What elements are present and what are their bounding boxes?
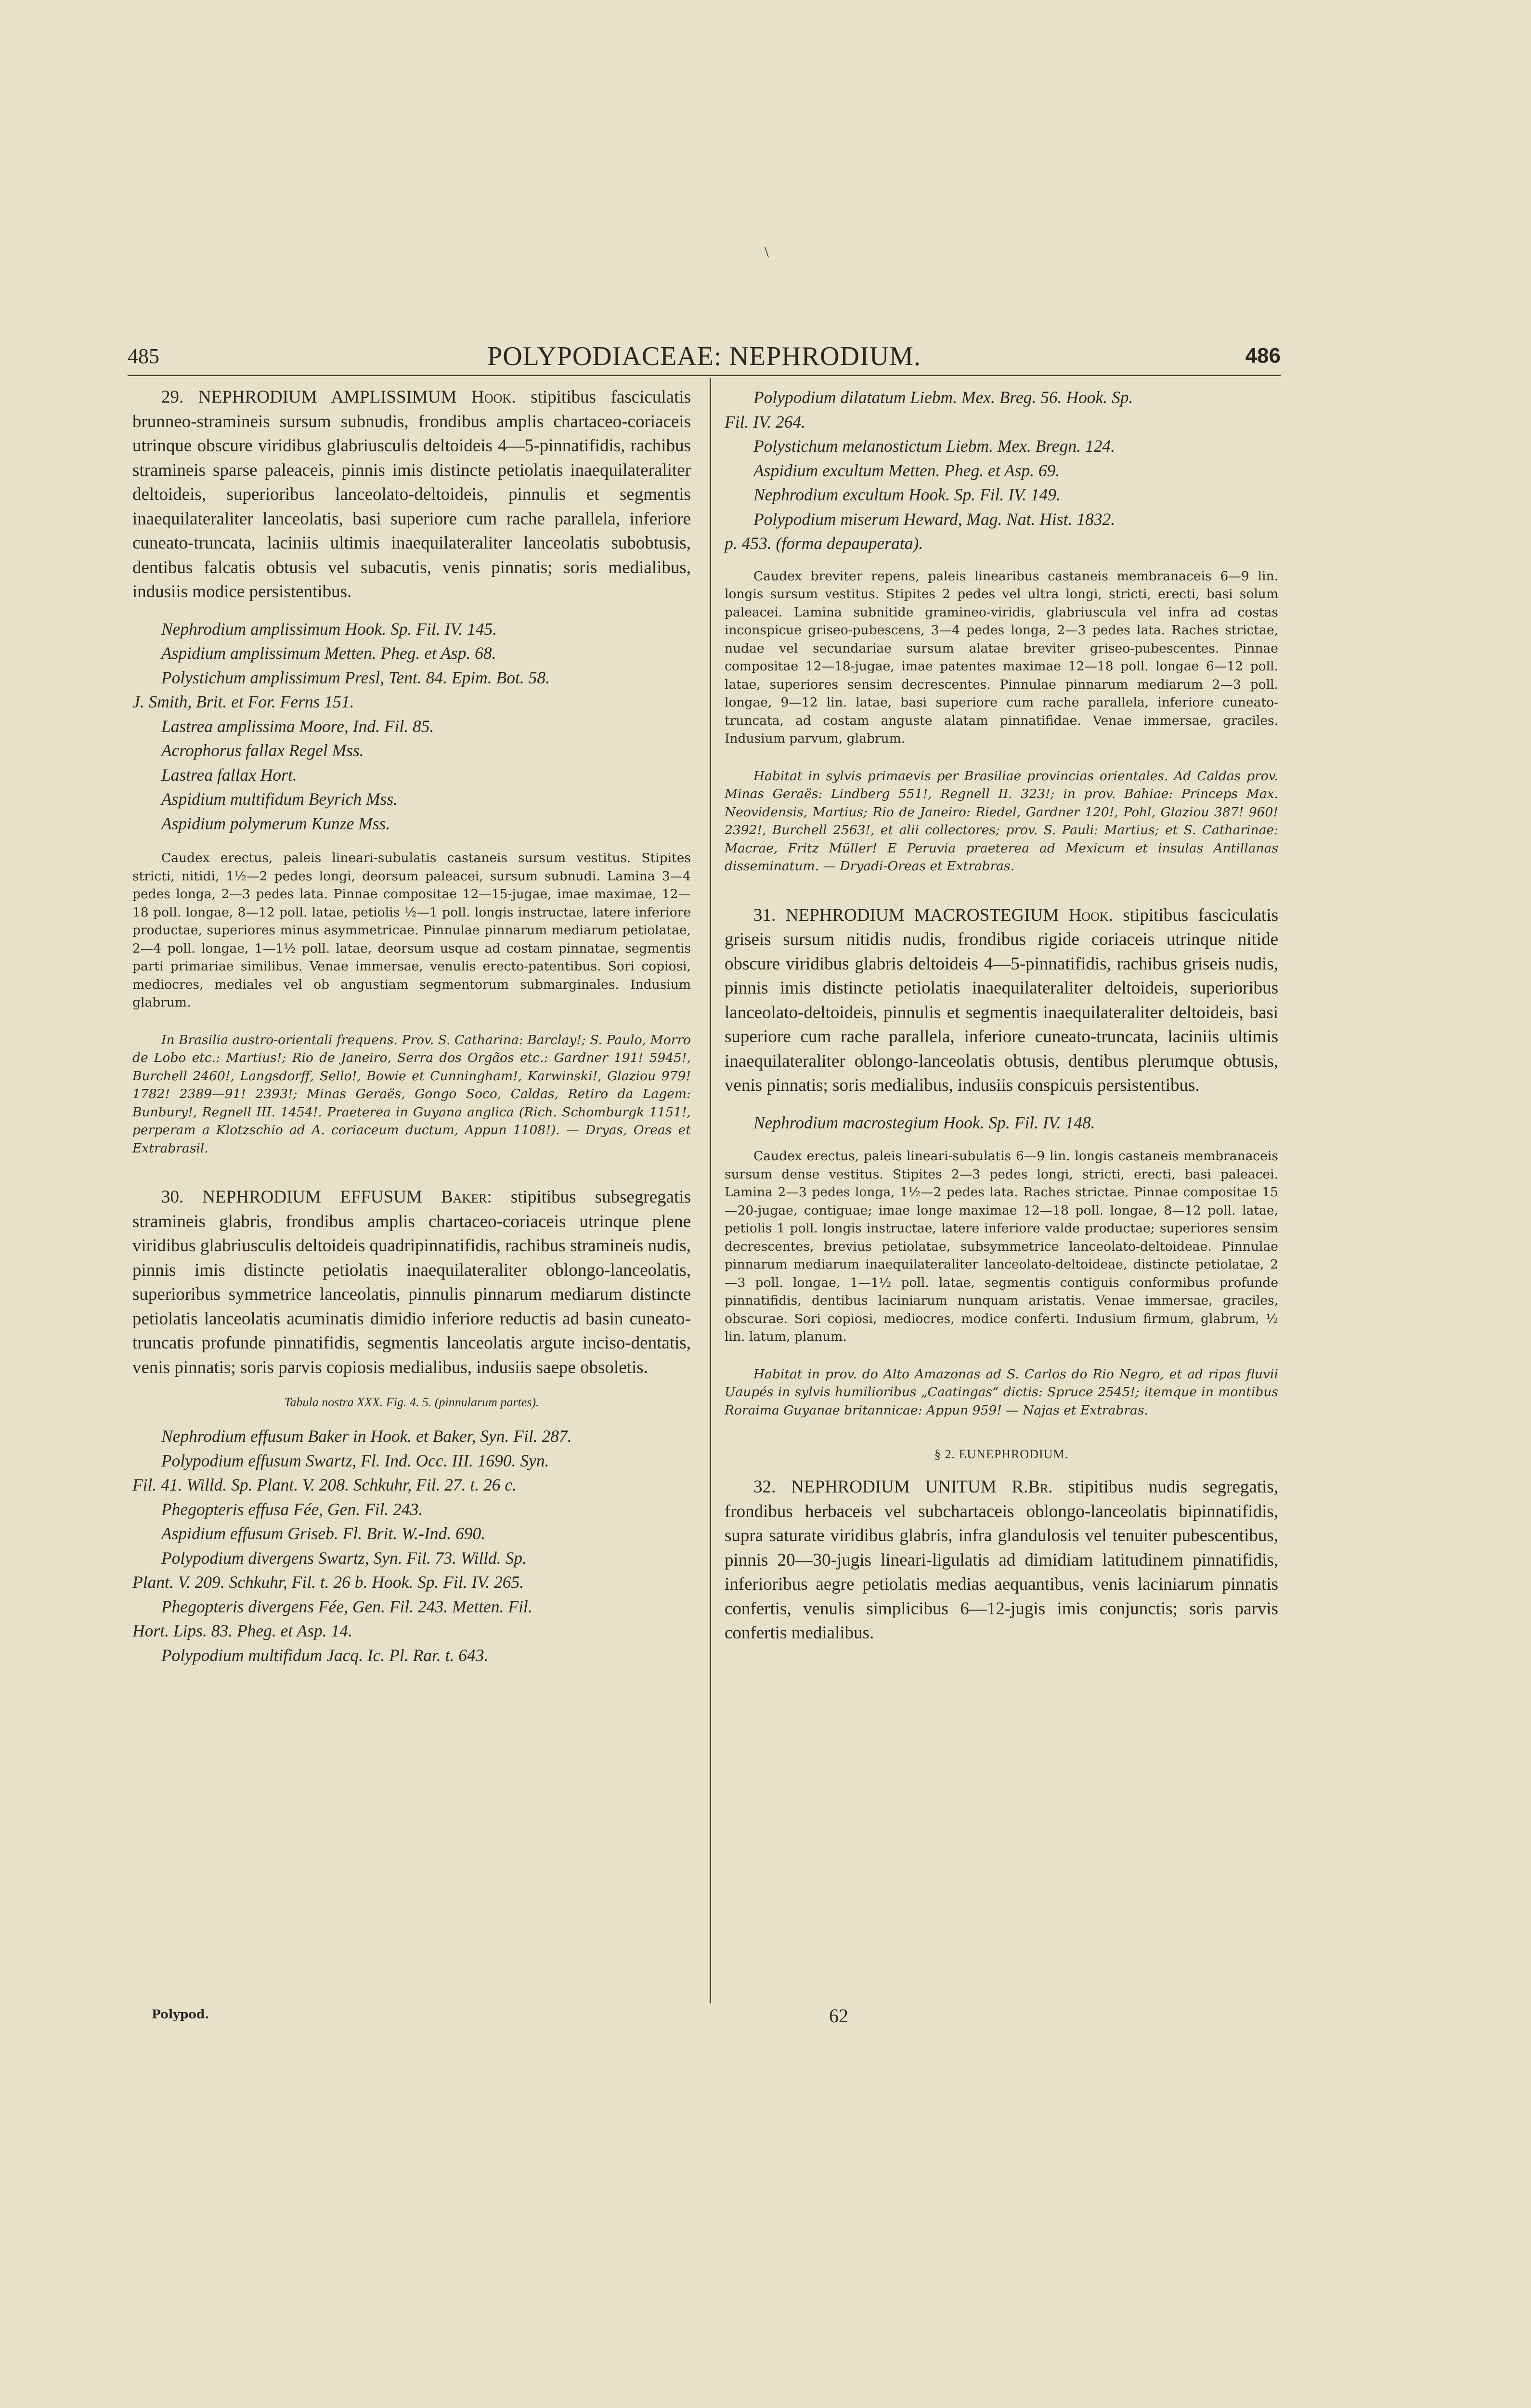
synonym: Nephrodium excultum Hook. Sp. Fil. IV. 149. [753,485,1061,504]
species-name: NEPHRODIUM UNITUM [791,1477,997,1497]
entry-number: 32. [753,1477,776,1497]
synonym: Fil. IV. 264. [725,412,805,432]
synonym: Lastrea amplissima Moore, Ind. Fil. 85. [161,716,434,736]
synonym: Polypodium effusum Swartz, Fl. Ind. Occ. III. 1690. Syn. [161,1451,549,1470]
synonym: Polypodium dilatatum Liebm. Mex. Breg. 56. Hook. Sp. [753,388,1133,407]
species-name: NEPHRODIUM EFFUSUM [202,1187,422,1207]
column-divider [710,378,711,2003]
entry-30-habitat: Habitat in sylvis primaevis per Brasiliae provincias orientales. Ad Caldas prov. Minas Geraës: Lindberg 551!, Regnell II. 323!; in prov. Bahiae: Princeps Max. Neovidensis, Martius; Rio de Janeiro: Riedel, Gardner 120!, Pohl, Glaziou 387! 960! 2392!, Burchell 2563!, et alii collectores; prov. S. Pauli: Martius; et S. Catharinae: Macrae, Fritz Müller! E Peruvia praeterea ad Mexicum et insulas Antillanas disseminatum. — Dryadi-Oreas et Extrabras. [725,768,1278,874]
diagnosis-text: stipitibus nudis segregatis, frondibus herbaceis vel subchartaceis oblongo-lanceolatis bipinnatifidis, supra saturate viridibus glabris, infra glandulosis vel tenuiter pubescentibus, pinnis 20—30-jugis lineari-ligulatis ad dimidiam latitudinem pinnatifidis, inferioribus aegre petiolatis medias aequantibus, venis laciniarum pinnatis confertis, venulis simplicibus 6—12-jugis imis conjunctis; soris parvis confertis medialibus. [725,1477,1279,1643]
synonym: Aspidium effusum Griseb. Fl. Brit. W.-Ind. 690. [161,1524,486,1543]
entry-29-habitat: In Brasilia austro-orientali frequens. Prov. S. Catharina: Barclay!; S. Paulo, Morro de Lobo etc.: Martius!; Rio de Janeiro, Serra dos Orgãos etc.: Gardner 191! 5945!, Burchell 2460!, Langsdorff, Sello!, Bowie et Cunningham!, Karwinski!, Glaziou 979! 1782! 2389—91! 2393!; Minas Geraës, Gongo Soco, Caldas, Retiro da Lagem: Bunbury!, Regnell III. 1454!. Praeterea in Guyana anglica (Rich. Schomburgk 1151!, perperam a Klotzschio ad A. coriaceum ductum, Appun 1108!). — Dryas, Oreas et Extrabrasil. [132,1032,691,1156]
entry-31-diagnosis [725,903,1278,1098]
section-heading: § 2. EUNEPHRODIUM. [934,1447,1068,1461]
entry-30-synonyms-cont [725,385,1278,556]
synonym: Hort. Lips. 83. Pheg. et Asp. 14. [132,1621,352,1640]
synonym: Acrophorus fallax Regel Mss. [161,741,364,760]
author: Baker: [441,1187,492,1207]
entry-number: 31. [753,905,776,925]
stray-mark: \ [765,243,769,261]
synonym: Nephrodium amplissimum Hook. Sp. Fil. IV. 145. [161,619,497,639]
entry-31-synonyms [725,1111,1278,1135]
right-column [725,385,1278,1646]
author: Hook. [1068,905,1113,925]
diagnosis-text: stipitibus fasciculatis brunneo-stramineis sursum subnudis, frondibus amplis chartaceo-coriaceis utrinque obscure viridibus glabriusculis deltoideis 4—5-pinnatifidis, rachibus stramineis sparse paleaceis, pinnis imis distincte petiolatis inaequilateraliter deltoideis, superioribus lanceolato-deltoideis, pinnulis et segmentis inaequilateraliter lanceolatis, basi superiore cum rache parallela, inferiore cuneato-truncata, laciniis ultimis inaequilateraliter lanceolatis subobtusis, dentibus falcatis obtusis vel subacutis, venis pinnatis; soris medialibus, indusiis modice persistentibus. [132,387,691,602]
entry-29-diagnosis [132,385,691,604]
synonym: Polystichum melanostictum Liebm. Mex. Bregn. 124. [753,436,1115,456]
page-signature: 62 [829,2005,848,2027]
synonym: Polystichum amplissimum Presl, Tent. 84. Epim. Bot. 58. [161,667,550,687]
species-name: NEPHRODIUM MACROSTEGIUM [785,905,1059,925]
entry-30-description: Caudex breviter repens, paleis linearibus castaneis membranaceis 6—9 lin. longis sursum vestitus. Stipites 2 pedes vel ultra longi, stricti, erecti, basi solum paleacei. Lamina subnitide gramineo-viridis, glabriuscula vel infra ad costas inconspicue griseo-pubescens, 3—4 pedes longa, 2—3 pedes lata. Raches strictae, nudae vel secundariae sursum alatae breviter griseo-pubescentes. Pinnae compositae 12—18-jugae, imae patentes maximae 12—18 poll. longae 6—12 poll. latae, superiores sensim decrescentes. Pinnulae pinnarum mediarum 2—3 poll. longae, 9—12 lin. latae, basi superiore cum rache parallela, inferiore cuneato-truncata, ad costam anguste alatam pinnatifidae. Venae immersae, graciles. Indusium parvum, glabrum. [725,568,1278,746]
entry-30-diagnosis [132,1185,691,1380]
synonym: Polypodium multifidum Jacq. Ic. Pl. Rar. t. 643. [161,1645,489,1665]
diagnosis-text: stipitibus fasciculatis griseis sursum nitidis nudis, frondibus rigide coriaceis utrinque nitide obscure viridibus glabris deltoideis 4—5-pinnatifidis, rachibus griseis nudis, pinnis imis distincte petiolatis inaequilateraliter deltoideis, superioribus lanceolato-deltoideis, pinnulis et segmentis inaequilateraliter deltoideis, basi superiore cum rache parallela, inferiore cuneato-truncata, laciniis ultimis inaequilateraliter oblongo-lanceolatis obtusis, dentibus plerumque obtusis, venis pinnatis; soris medialibus, indusiis conspicuis persistentibus. [725,905,1279,1095]
synonym: J. Smith, Brit. et For. Ferns 151. [132,692,354,711]
page-header [128,341,1281,376]
diagnosis-text: stipitibus subsegregatis stramineis glabris, frondibus amplis chartaceo-coriaceis utrinque plene viridibus glabriusculis deltoideis quadripinnatifidis, rachibus stramineis nudis, pinnis imis distincte petiolatis inaequilateraliter oblongo-lanceolatis, superioribus symmetrice lanceolatis, pinnulis pinnarum mediarum distincte petiolatis lanceolatis acuminatis dimidio inferiore reductis ad basin cuneato-truncatis profunde pinnatifidis, segmentis lanceolatis argute inciso-dentatis, venis pinnatis; soris parvis copiosis medialibus, indusiis saepe obsoletis. [132,1187,691,1377]
synonym: Plant. V. 209. Schkuhr, Fil. t. 26 b. Hook. Sp. Fil. IV. 265. [132,1572,524,1592]
synonym: Nephrodium effusum Baker in Hook. et Baker, Syn. Fil. 287. [161,1426,572,1446]
synonym: Aspidium excultum Metten. Pheg. et Asp. 69. [753,460,1060,480]
synonym: Polypodium miserum Heward, Mag. Nat. Hist. 1832. [753,509,1116,529]
species-name: NEPHRODIUM AMPLISSIMUM [198,387,457,407]
synonym: Phegopteris divergens Fée, Gen. Fil. 243. Metten. Fil. [161,1597,532,1616]
entry-number: 29. [161,387,184,407]
author: R.Br. [1012,1477,1053,1497]
synonym: p. 453. (forma depauperata). [725,534,923,553]
synonym: Aspidium amplissimum Metten. Pheg. et Asp. 68. [161,643,496,663]
signature-mark: Polypod. [152,2007,209,2021]
right-page-number: 486 [1245,344,1281,367]
synonym: Aspidium polymerum Kunze Mss. [161,813,390,833]
entry-30-synonyms [132,1424,691,1667]
left-page-number: 485 [128,344,159,368]
entry-29-synonyms [132,617,691,836]
synonym: Nephrodium macrostegium Hook. Sp. Fil. IV. 148. [753,1112,1095,1132]
entry-29-description: Caudex erectus, paleis lineari-subulatis castaneis sursum vestitus. Stipites stricti, nitidi, 1½—2 pedes longi, deorsum paleacei, sursum subnudi. Lamina 3—4 pedes longa, 2—3 pedes lata. Pinnae compositae 12—15-jugae, imae maximae, 12—18 poll. longae, 8—12 poll. latae, petiolis ½—1 poll. longis instructae, latere inferiore productae, superiores minus asymmetricae. Pinnulae pinnarum mediarum petiolatae, 2—4 poll. longae, 1—1½ poll. latae, deorsum usque ad costam pinnatae, segmentis parti primariae similibus. Venae immersae, venulis erecto-patentibus. Sori copiosi, mediocres, mediales vel ob angustiam segmentorum submarginales. Indusium glabrum. [132,851,691,1010]
synonym: Fil. 41. Willd. Sp. Plant. V. 208. Schkuhr, Fil. 27. t. 26 c. [132,1475,517,1494]
plate-reference: Tabula nostra XXX. Fig. 4. 5. (pinnularum partes). [284,1395,539,1409]
running-title: POLYPODIACEAE: NEPHRODIUM. [487,341,921,371]
synonym: Lastrea fallax Hort. [161,765,297,785]
left-column [132,385,691,1667]
entry-31-description: Caudex erectus, paleis lineari-subulatis 6—9 lin. longis castaneis membranaceis sursum dense vestitus. Stipites 2—3 pedes longi, stricti, erecti, basi paleacei. Lamina 2—3 pedes longa, 1½—2 pedes lata. Raches strictae. Pinnae compositae 15—20-jugae, contiguae; imae longe maximae 12—18 poll. longae, 8—12 poll. latae, petiolis 1 poll. longis instructae, latere inferiore valde productae; superiores sensim decrescentes, brevius petiolatae, subsymmetrice lanceolato-deltoideae. Pinnulae pinnarum mediarum inaequilateraliter lanceolato-deltoideae, distincte petiolatae, 2—3 poll. longae, 1—1½ poll. latae, segmentis contiguis conformibus profunde pinnatifidis, dentibus laciniarum nunquam aristatis. Venae immersae, graciles, obscurae. Sori copiosi, mediocres, modice conferti. Indusium firmum, glabrum, ½ lin. latum, planum. [725,1149,1278,1344]
synonym: Polypodium divergens Swartz, Syn. Fil. 73. Willd. Sp. [161,1548,527,1568]
entry-31-habitat: Habitat in prov. do Alto Amazonas ad S. Carlos do Rio Negro, et ad ripas fluvii Uaupés in sylvis humilioribus „Caatingas“ dictis: Spruce 2545!; itemque in montibus Roraima Guyanae britannicae: Appun 959! — Najas et Extrabras. [725,1366,1278,1418]
synonym: Aspidium multifidum Beyrich Mss. [161,789,398,809]
author: Hook. [471,387,516,407]
synonym: Phegopteris effusa Fée, Gen. Fil. 243. [161,1499,423,1519]
entry-32-diagnosis [725,1475,1278,1646]
entry-number: 30. [161,1187,184,1207]
